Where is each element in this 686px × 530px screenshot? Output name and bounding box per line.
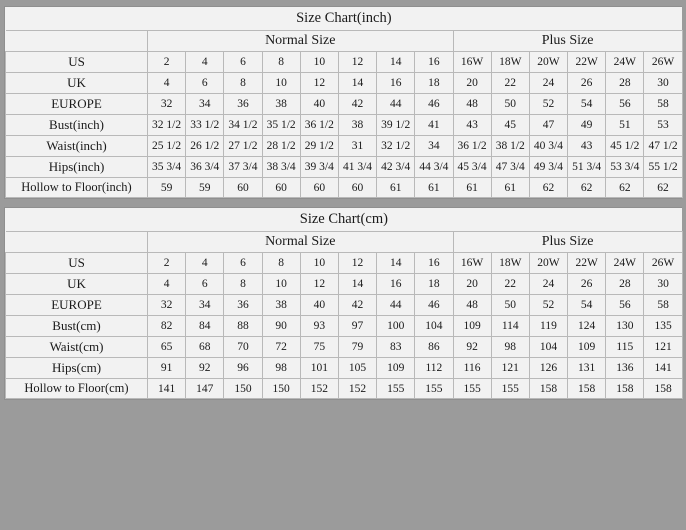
cell-value: 82 [148, 316, 186, 337]
cell-value: 10 [262, 73, 300, 94]
cell-value: 152 [338, 379, 376, 399]
cell-value: 26 1/2 [186, 136, 224, 157]
cell-value: 136 [606, 358, 644, 379]
cell-value: 96 [224, 358, 262, 379]
cell-value: 6 [224, 253, 262, 274]
cell-value: 51 [606, 115, 644, 136]
cell-value: 121 [644, 337, 682, 358]
cell-value: 45 [491, 115, 529, 136]
cell-value: 16 [377, 73, 415, 94]
cell-value: 42 3/4 [377, 157, 415, 178]
cell-value: 8 [262, 52, 300, 73]
cell-value: 46 [415, 94, 453, 115]
cell-value: 60 [224, 178, 262, 198]
cell-value: 41 [415, 115, 453, 136]
cell-value: 40 [300, 94, 338, 115]
cell-value: 155 [415, 379, 453, 399]
cell-value: 115 [606, 337, 644, 358]
row-label: US [6, 52, 148, 73]
cell-value: 59 [186, 178, 224, 198]
cell-value: 27 1/2 [224, 136, 262, 157]
cell-value: 35 3/4 [148, 157, 186, 178]
cell-value: 38 3/4 [262, 157, 300, 178]
cell-value: 79 [338, 337, 376, 358]
cell-value: 12 [300, 274, 338, 295]
cell-value: 30 [644, 73, 682, 94]
table-row [6, 94, 683, 115]
cell-value: 26 [568, 274, 606, 295]
cell-value: 20W [529, 52, 567, 73]
table-row [6, 337, 683, 358]
cell-value: 109 [568, 337, 606, 358]
cell-value: 104 [415, 316, 453, 337]
cell-value: 54 [568, 94, 606, 115]
cell-value: 61 [491, 178, 529, 198]
cell-value: 61 [415, 178, 453, 198]
cell-value: 92 [186, 358, 224, 379]
cell-value: 18 [415, 274, 453, 295]
row-label: Hips(inch) [6, 157, 148, 178]
cell-value: 36 [224, 295, 262, 316]
table-row [6, 178, 683, 198]
cell-value: 30 [644, 274, 682, 295]
table-row [6, 136, 683, 157]
cell-value: 109 [377, 358, 415, 379]
row-label: Hollow to Floor(cm) [6, 379, 148, 399]
row-label: Hips(cm) [6, 358, 148, 379]
table-row [6, 73, 683, 94]
cell-value: 98 [491, 337, 529, 358]
cell-value: 124 [568, 316, 606, 337]
cell-value: 14 [377, 253, 415, 274]
cell-value: 4 [148, 73, 186, 94]
cell-value: 158 [568, 379, 606, 399]
cell-value: 75 [300, 337, 338, 358]
cell-value: 16 [377, 274, 415, 295]
cell-value: 12 [300, 73, 338, 94]
cell-value: 158 [606, 379, 644, 399]
cell-value: 62 [568, 178, 606, 198]
cell-value: 18W [491, 253, 529, 274]
chart-title: Size Chart(cm) [6, 208, 683, 232]
cell-value: 46 [415, 295, 453, 316]
table-row [6, 316, 683, 337]
cell-value: 36 3/4 [186, 157, 224, 178]
cell-value: 18 [415, 73, 453, 94]
table-row [6, 295, 683, 316]
cell-value: 16W [453, 52, 491, 73]
cell-value: 36 1/2 [453, 136, 491, 157]
cell-value: 10 [300, 52, 338, 73]
cell-value: 62 [606, 178, 644, 198]
cell-value: 6 [186, 73, 224, 94]
cell-value: 10 [262, 274, 300, 295]
cell-value: 25 1/2 [148, 136, 186, 157]
cell-value: 158 [529, 379, 567, 399]
cell-value: 58 [644, 94, 682, 115]
cell-value: 38 [338, 115, 376, 136]
cell-value: 37 3/4 [224, 157, 262, 178]
cell-value: 40 3/4 [529, 136, 567, 157]
cell-value: 112 [415, 358, 453, 379]
cell-value: 39 1/2 [377, 115, 415, 136]
cell-value: 24 [529, 73, 567, 94]
cell-value: 62 [529, 178, 567, 198]
cell-value: 98 [262, 358, 300, 379]
cell-value: 32 1/2 [148, 115, 186, 136]
cell-value: 6 [224, 52, 262, 73]
cell-value: 121 [491, 358, 529, 379]
cell-value: 39 3/4 [300, 157, 338, 178]
cell-value: 88 [224, 316, 262, 337]
cell-value: 101 [300, 358, 338, 379]
cell-value: 61 [377, 178, 415, 198]
cell-value: 38 1/2 [491, 136, 529, 157]
cell-value: 44 [377, 94, 415, 115]
cell-value: 45 3/4 [453, 157, 491, 178]
cell-value: 116 [453, 358, 491, 379]
cell-value: 10 [300, 253, 338, 274]
cell-value: 14 [338, 73, 376, 94]
cell-value: 131 [568, 358, 606, 379]
cell-value: 52 [529, 295, 567, 316]
cell-value: 50 [491, 94, 529, 115]
cell-value: 48 [453, 94, 491, 115]
cell-value: 155 [491, 379, 529, 399]
cell-value: 41 3/4 [338, 157, 376, 178]
size-table-cm [5, 208, 683, 399]
cell-value: 35 1/2 [262, 115, 300, 136]
cell-value: 91 [148, 358, 186, 379]
cell-value: 6 [186, 274, 224, 295]
size-table-cm-body [6, 208, 683, 399]
row-label: Bust(inch) [6, 115, 148, 136]
cell-value: 150 [262, 379, 300, 399]
cell-value: 16 [415, 253, 453, 274]
cell-value: 42 [338, 94, 376, 115]
cell-value: 8 [224, 73, 262, 94]
cell-value: 44 3/4 [415, 157, 453, 178]
cell-value: 60 [338, 178, 376, 198]
row-label: UK [6, 73, 148, 94]
cell-value: 34 [415, 136, 453, 157]
cell-value: 36 [224, 94, 262, 115]
cell-value: 16W [453, 253, 491, 274]
cell-value: 47 [529, 115, 567, 136]
cell-value: 56 [606, 94, 644, 115]
chart-title-row [6, 208, 683, 232]
cell-value: 72 [262, 337, 300, 358]
size-chart-inch [4, 6, 682, 199]
row-label: EUROPE [6, 295, 148, 316]
cell-value: 44 [377, 295, 415, 316]
cell-value: 109 [453, 316, 491, 337]
cell-value: 32 [148, 295, 186, 316]
cell-value: 65 [148, 337, 186, 358]
cell-value: 49 3/4 [529, 157, 567, 178]
cell-value: 22 [491, 274, 529, 295]
cell-value: 12 [338, 253, 376, 274]
cell-value: 60 [300, 178, 338, 198]
group-header-normal: Normal Size [148, 31, 454, 52]
cell-value: 68 [186, 337, 224, 358]
cell-value: 70 [224, 337, 262, 358]
cell-value: 20W [529, 253, 567, 274]
cell-value: 130 [606, 316, 644, 337]
cell-value: 32 [148, 94, 186, 115]
cell-value: 47 3/4 [491, 157, 529, 178]
cell-value: 155 [453, 379, 491, 399]
cell-value: 90 [262, 316, 300, 337]
cell-value: 4 [186, 52, 224, 73]
cell-value: 2 [148, 253, 186, 274]
cell-value: 42 [338, 295, 376, 316]
row-label: EUROPE [6, 94, 148, 115]
cell-value: 93 [300, 316, 338, 337]
cell-value: 20 [453, 274, 491, 295]
cell-value: 58 [644, 295, 682, 316]
cell-value: 16 [415, 52, 453, 73]
group-header-normal: Normal Size [148, 232, 454, 253]
cell-value: 56 [606, 295, 644, 316]
cell-value: 14 [377, 52, 415, 73]
cell-value: 62 [644, 178, 682, 198]
cell-value: 38 [262, 295, 300, 316]
size-table-inch [5, 7, 683, 198]
cell-value: 61 [453, 178, 491, 198]
cell-value: 32 1/2 [377, 136, 415, 157]
table-row [6, 358, 683, 379]
cell-value: 43 [568, 136, 606, 157]
cell-value: 97 [338, 316, 376, 337]
cell-value: 83 [377, 337, 415, 358]
cell-value: 141 [148, 379, 186, 399]
cell-value: 22 [491, 73, 529, 94]
cell-value: 84 [186, 316, 224, 337]
cell-value: 114 [491, 316, 529, 337]
cell-value: 38 [262, 94, 300, 115]
cell-value: 105 [338, 358, 376, 379]
cell-value: 47 1/2 [644, 136, 682, 157]
cell-value: 59 [148, 178, 186, 198]
group-header-spacer [6, 31, 148, 52]
cell-value: 26W [644, 253, 682, 274]
cell-value: 50 [491, 295, 529, 316]
cell-value: 22W [568, 52, 606, 73]
cell-value: 51 3/4 [568, 157, 606, 178]
cell-value: 4 [186, 253, 224, 274]
cell-value: 48 [453, 295, 491, 316]
cell-value: 43 [453, 115, 491, 136]
cell-value: 36 1/2 [300, 115, 338, 136]
cell-value: 86 [415, 337, 453, 358]
row-label: Waist(cm) [6, 337, 148, 358]
cell-value: 14 [338, 274, 376, 295]
table-row [6, 157, 683, 178]
chart-title: Size Chart(inch) [6, 7, 683, 31]
table-row [6, 52, 683, 73]
cell-value: 52 [529, 94, 567, 115]
cell-value: 155 [377, 379, 415, 399]
cell-value: 135 [644, 316, 682, 337]
cell-value: 24 [529, 274, 567, 295]
cell-value: 28 [606, 73, 644, 94]
cell-value: 92 [453, 337, 491, 358]
cell-value: 104 [529, 337, 567, 358]
row-label: Hollow to Floor(inch) [6, 178, 148, 198]
cell-value: 4 [148, 274, 186, 295]
row-label: Bust(cm) [6, 316, 148, 337]
group-header-row [6, 232, 683, 253]
size-chart-cm [4, 207, 682, 400]
cell-value: 49 [568, 115, 606, 136]
cell-value: 158 [644, 379, 682, 399]
cell-value: 55 1/2 [644, 157, 682, 178]
cell-value: 20 [453, 73, 491, 94]
chart-title-row [6, 7, 683, 31]
group-header-plus: Plus Size [453, 31, 682, 52]
table-row [6, 379, 683, 399]
cell-value: 34 [186, 295, 224, 316]
cell-value: 34 [186, 94, 224, 115]
table-row [6, 115, 683, 136]
cell-value: 22W [568, 253, 606, 274]
cell-value: 28 1/2 [262, 136, 300, 157]
row-label: UK [6, 274, 148, 295]
cell-value: 8 [224, 274, 262, 295]
cell-value: 18W [491, 52, 529, 73]
cell-value: 45 1/2 [606, 136, 644, 157]
row-label: Waist(inch) [6, 136, 148, 157]
cell-value: 33 1/2 [186, 115, 224, 136]
size-table-inch-body [6, 7, 683, 198]
cell-value: 24W [606, 253, 644, 274]
cell-value: 2 [148, 52, 186, 73]
cell-value: 8 [262, 253, 300, 274]
group-header-row [6, 31, 683, 52]
cell-value: 147 [186, 379, 224, 399]
cell-value: 53 3/4 [606, 157, 644, 178]
cell-value: 152 [300, 379, 338, 399]
row-label: US [6, 253, 148, 274]
group-header-spacer [6, 232, 148, 253]
cell-value: 40 [300, 295, 338, 316]
cell-value: 60 [262, 178, 300, 198]
cell-value: 53 [644, 115, 682, 136]
cell-value: 28 [606, 274, 644, 295]
cell-value: 12 [338, 52, 376, 73]
cell-value: 54 [568, 295, 606, 316]
table-row [6, 274, 683, 295]
cell-value: 24W [606, 52, 644, 73]
cell-value: 34 1/2 [224, 115, 262, 136]
cell-value: 119 [529, 316, 567, 337]
cell-value: 26W [644, 52, 682, 73]
cell-value: 141 [644, 358, 682, 379]
table-row [6, 253, 683, 274]
cell-value: 126 [529, 358, 567, 379]
cell-value: 150 [224, 379, 262, 399]
cell-value: 100 [377, 316, 415, 337]
cell-value: 31 [338, 136, 376, 157]
group-header-plus: Plus Size [453, 232, 682, 253]
cell-value: 29 1/2 [300, 136, 338, 157]
cell-value: 26 [568, 73, 606, 94]
